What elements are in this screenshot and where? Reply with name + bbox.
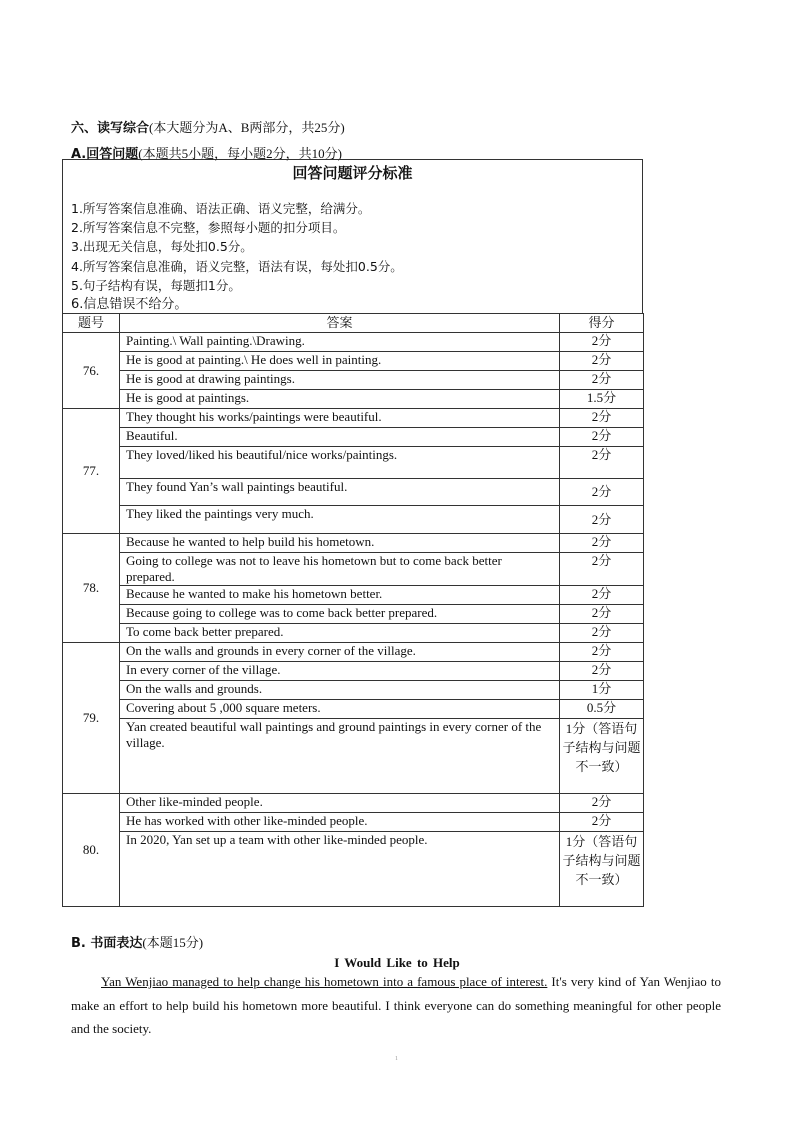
part-b-heading: B. 书面表达 xyxy=(71,936,143,951)
essay-topic-sentence: Yan Wenjiao managed to help change his hometown into a famous place of interest. xyxy=(101,974,548,989)
answer-cell: On the walls and grounds in every corner of the village. xyxy=(120,643,560,662)
score-cell: 2分 xyxy=(560,662,644,681)
answer-cell: They loved/liked his beautiful/nice works/paintings. xyxy=(120,447,560,479)
criteria-item: 3.出现无关信息，每处扣0.5分。 xyxy=(71,239,253,255)
answer-cell: Because he wanted to help build his hometown. xyxy=(120,534,560,553)
table-row xyxy=(63,700,644,719)
score-cell: 1分（答语句子结构与问题不一致） xyxy=(560,832,644,907)
score-cell: 2分 xyxy=(560,643,644,662)
answer-cell: In every corner of the village. xyxy=(120,662,560,681)
answer-cell: He has worked with other like-minded people. xyxy=(120,813,560,832)
table-row xyxy=(63,832,644,907)
table-row xyxy=(63,447,644,479)
answer-cell: Painting.\ Wall painting.\Drawing. xyxy=(120,333,560,352)
score-cell: 2分 xyxy=(560,553,644,586)
page-mark: 1 xyxy=(395,1056,398,1062)
score-cell: 2分 xyxy=(560,605,644,624)
question-number: 78. xyxy=(63,534,120,643)
section-heading: 六、读写综合 xyxy=(71,121,150,136)
question-number: 77. xyxy=(63,409,120,534)
part-a-note: (本题共5小题，每小题2分，共10分) xyxy=(138,146,342,161)
answer-cell: He is good at drawing paintings. xyxy=(120,371,560,390)
answer-cell: Because he wanted to make his hometown better. xyxy=(120,586,560,605)
score-cell: 2分 xyxy=(560,352,644,371)
table-row xyxy=(63,681,644,700)
criteria-item: 6.信息错误不给分。 xyxy=(71,297,188,313)
answer-cell: Because going to college was to come back better prepared. xyxy=(120,605,560,624)
answer-table xyxy=(62,313,644,907)
table-header-row xyxy=(63,314,644,333)
essay-continuation: It's very kind of Yan Wenjiao to make an effort to help build his hometown more beautiful. I think everyone can do something meaningful for other people and the society. xyxy=(71,974,721,1036)
answer-cell: They liked the paintings very much. xyxy=(120,506,560,534)
score-cell: 2分 xyxy=(560,534,644,553)
criteria-item: 4.所写答案信息准确，语义完整，语法有误，每处扣0.5分。 xyxy=(71,258,403,274)
answer-cell: Going to college was not to leave his hometown but to come back better prepared. xyxy=(120,553,560,586)
table-row xyxy=(63,643,644,662)
table-row xyxy=(63,506,644,534)
header-answer: 答案 xyxy=(120,314,560,333)
score-cell: 0.5分 xyxy=(560,700,644,719)
table-row xyxy=(63,333,644,352)
criteria-item: 1.所写答案信息准确、语法正确、语义完整，给满分。 xyxy=(71,201,371,216)
section-note: (本大题分为A、B两部分，共25分) xyxy=(149,120,345,135)
criteria-item: 2.所写答案信息不完整，参照每小题的扣分项目。 xyxy=(71,220,346,236)
score-cell: 2分 xyxy=(560,447,644,479)
answer-cell: They thought his works/paintings were beautiful. xyxy=(120,409,560,428)
answer-cell: On the walls and grounds. xyxy=(120,681,560,700)
table-row xyxy=(63,352,644,371)
table-row xyxy=(63,553,644,586)
question-number: 79. xyxy=(63,643,120,794)
table-row xyxy=(63,409,644,428)
table-row xyxy=(63,371,644,390)
essay-title: I Would Like to Help xyxy=(334,955,460,970)
score-cell: 2分 xyxy=(560,428,644,447)
answer-cell: He is good at paintings. xyxy=(120,390,560,409)
criteria-item: 5.句子结构有误，每题扣1分。 xyxy=(71,277,241,293)
score-cell: 2分 xyxy=(560,371,644,390)
criteria-box xyxy=(62,159,643,314)
table-row xyxy=(63,605,644,624)
criteria-title: 回答问题评分标准 xyxy=(292,164,413,182)
table-row xyxy=(63,794,644,813)
table-row xyxy=(63,479,644,506)
header-score: 得分 xyxy=(560,314,644,333)
section-title xyxy=(71,117,345,136)
answer-cell: To come back better prepared. xyxy=(120,624,560,643)
score-cell: 2分 xyxy=(560,624,644,643)
table-row xyxy=(63,719,644,794)
table-row xyxy=(63,390,644,409)
score-cell: 2分 xyxy=(560,586,644,605)
question-number: 76. xyxy=(63,333,120,409)
part-b-title xyxy=(71,932,203,951)
answer-cell: In 2020, Yan set up a team with other like-minded people. xyxy=(120,832,560,907)
part-b-note: (本题15分) xyxy=(142,935,204,950)
answer-cell: Covering about 5 ,000 square meters. xyxy=(120,700,560,719)
score-cell: 1分 xyxy=(560,681,644,700)
score-cell: 2分 xyxy=(560,813,644,832)
part-a-heading: A.回答问题 xyxy=(71,147,139,162)
answer-cell: They found Yan’s wall paintings beautiful. xyxy=(120,479,560,506)
criteria-list xyxy=(71,199,642,314)
table-row xyxy=(63,428,644,447)
table-row xyxy=(63,534,644,553)
table-row xyxy=(63,624,644,643)
table-row xyxy=(63,662,644,681)
answer-cell: He is good at painting.\ He does well in painting. xyxy=(120,352,560,371)
question-number: 80. xyxy=(63,794,120,907)
header-number: 题号 xyxy=(63,314,120,333)
answer-cell: Beautiful. xyxy=(120,428,560,447)
score-cell: 2分 xyxy=(560,506,644,534)
score-cell: 1.5分 xyxy=(560,390,644,409)
answer-cell: Yan created beautiful wall paintings and ground paintings in every corner of the village. xyxy=(120,719,560,794)
score-cell: 2分 xyxy=(560,333,644,352)
table-row xyxy=(63,813,644,832)
score-cell: 2分 xyxy=(560,409,644,428)
table-row xyxy=(63,586,644,605)
essay-body xyxy=(71,970,721,1041)
score-cell: 1分（答语句子结构与问题不一致） xyxy=(560,719,644,794)
answer-cell: Other like-minded people. xyxy=(120,794,560,813)
score-cell: 2分 xyxy=(560,479,644,506)
score-cell: 2分 xyxy=(560,794,644,813)
